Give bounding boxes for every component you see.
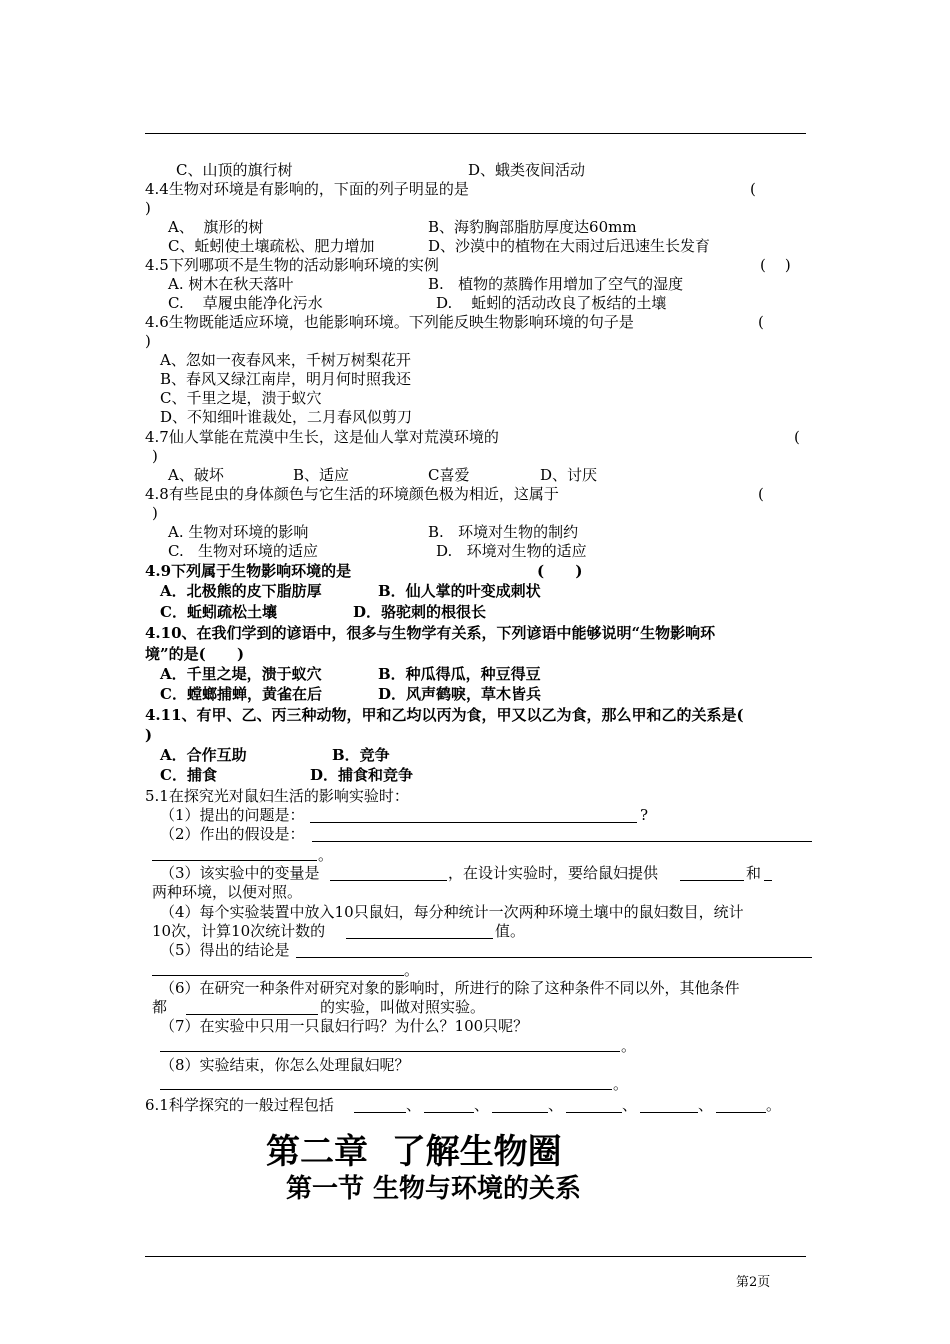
- sub-question-7: （7）在实验中只用一只鼠妇行吗？为什么？100只呢？: [160, 1017, 529, 1035]
- answer-paren: ( ): [537, 562, 583, 580]
- option-d: D、讨厌: [540, 466, 598, 484]
- question-4-8: 4.8有些昆虫的身体颜色与它生活的环境颜色极为相近，这属于: [145, 485, 559, 503]
- answer-blank[interactable]: [566, 1112, 622, 1113]
- answer-paren-close: ): [145, 199, 151, 217]
- option-c: C．蚯蚓疏松土壤: [160, 603, 277, 621]
- answer-paren: ( ): [760, 256, 791, 274]
- answer-blank[interactable]: [764, 880, 772, 881]
- period: 。: [318, 846, 334, 864]
- option-c: C、蚯蚓使土壤疏松、肥力增加: [168, 237, 375, 255]
- period: 。: [621, 1037, 637, 1055]
- question-4-5: 4.5下列哪项不是生物的活动影响环境的实例: [145, 256, 439, 274]
- answer-blank[interactable]: [330, 880, 447, 881]
- option-b: B．仙人掌的叶变成刺状: [378, 582, 541, 600]
- answer-blank[interactable]: [312, 841, 812, 842]
- option-a: A、忽如一夜春风来，千树万树梨花开: [160, 351, 411, 369]
- separator: 、: [548, 1096, 564, 1114]
- question-4-11-cont: ): [145, 726, 153, 744]
- answer-blank[interactable]: [680, 880, 744, 881]
- option-d: D、沙漠中的植物在大雨过后迅速生长发育: [428, 237, 711, 255]
- option-c: C. 草履虫能净化污水: [168, 294, 323, 312]
- answer-blank[interactable]: [152, 860, 317, 861]
- option-c: C．捕食: [160, 766, 217, 784]
- answer-paren-close: ): [145, 332, 151, 350]
- sub-question-3-mid: ，在设计实验时，要给鼠妇提供: [448, 864, 659, 882]
- answer-blank[interactable]: [160, 1051, 620, 1052]
- option-c: C、山顶的旗行树: [176, 161, 293, 179]
- option-c: C喜爱: [428, 466, 470, 484]
- period: 。: [404, 961, 420, 979]
- option-b: B．竞争: [332, 746, 390, 764]
- option-c: C. 生物对环境的适应: [168, 542, 319, 560]
- question-6-1: 6.1科学探究的一般过程包括: [145, 1096, 334, 1114]
- option-d: D．骆驼刺的根很长: [353, 603, 487, 621]
- option-b: B. 环境对生物的制约: [428, 523, 579, 541]
- sub-question-3-cont: 两种环境，以便对照。: [152, 883, 303, 901]
- answer-blank[interactable]: [160, 1089, 612, 1090]
- sub-question-4-cont: 10次，计算10次统计数的: [152, 922, 326, 940]
- question-4-9: 4.9下列属于生物影响环境的是: [145, 562, 352, 580]
- sub-question-6: （6）在研究一种条件对研究对象的影响时，所进行的除了这种条件不同以外，其他条件: [160, 979, 740, 997]
- answer-blank[interactable]: [716, 1112, 766, 1113]
- sub-question-5: （5）得出的结论是: [160, 941, 290, 959]
- answer-blank[interactable]: [310, 822, 637, 823]
- answer-blank[interactable]: [424, 1112, 474, 1113]
- separator: 、: [698, 1096, 714, 1114]
- answer-paren-open: (: [758, 313, 764, 331]
- answer-paren-open: (: [794, 428, 800, 446]
- footer-rule: [145, 1256, 806, 1257]
- separator: 、: [474, 1096, 490, 1114]
- option-d: D．风声鹤唳，草木皆兵: [378, 685, 542, 703]
- question-4-11: 4.11、有甲、乙、丙三种动物，甲和乙均以丙为食，甲又以乙为食，那么甲和乙的关系是(: [145, 706, 744, 724]
- chapter-title: 第二章 了解生物圈: [266, 1132, 562, 1172]
- answer-paren-open: (: [758, 485, 764, 503]
- option-b: B、春风又绿江南岸，明月何时照我还: [160, 370, 412, 388]
- option-d: D. 蚯蚓的活动改良了板结的土壤: [436, 294, 667, 312]
- answer-paren-close: ): [152, 447, 158, 465]
- sub-question-6-cont: 都: [152, 998, 168, 1016]
- option-a: A. 树木在秋天落叶: [168, 275, 294, 293]
- page-number: 第2页: [736, 1275, 771, 1290]
- period: 。: [613, 1075, 629, 1093]
- option-b: B、海豹胸部脂肪厚度达60mm: [428, 218, 637, 236]
- option-d: D．捕食和竞争: [310, 766, 414, 784]
- option-a: A．合作互助: [160, 746, 247, 764]
- answer-blank[interactable]: [354, 1112, 406, 1113]
- option-a: A．北极熊的皮下脂肪厚: [160, 582, 322, 600]
- option-d: D、蛾类夜间活动: [468, 161, 586, 179]
- answer-blank[interactable]: [492, 1112, 548, 1113]
- sub-question-3-and: 和: [746, 864, 762, 882]
- answer-paren-open: (: [750, 180, 756, 198]
- answer-blank[interactable]: [152, 975, 404, 976]
- question-5-1: 5.1在探究光对鼠妇生活的影响实验时：: [145, 787, 409, 805]
- question-4-7: 4.7仙人掌能在荒漠中生长，这是仙人掌对荒漠环境的: [145, 428, 499, 446]
- sub-question-6-end: 的实验，叫做对照实验。: [320, 998, 486, 1016]
- header-rule: [145, 133, 806, 134]
- answer-blank[interactable]: [346, 938, 493, 939]
- answer-paren-close: ): [152, 504, 158, 522]
- question-4-4: 4.4生物对环境是有影响的，下面的列子明显的是: [145, 180, 469, 198]
- separator: 、: [622, 1096, 638, 1114]
- sub-question-1: （1）提出的问题是：: [160, 806, 305, 824]
- answer-blank[interactable]: [186, 1014, 318, 1015]
- separator: 、: [406, 1096, 422, 1114]
- option-c: C．螳螂捕蝉，黄雀在后: [160, 685, 322, 703]
- option-a: A．千里之堤，溃于蚁穴: [160, 665, 322, 683]
- answer-blank[interactable]: [296, 957, 812, 958]
- option-d: D、不知细叶谁裁处，二月春风似剪刀: [160, 408, 413, 426]
- sub-question-8: （8）实验结束，你怎么处理鼠妇呢？: [160, 1056, 410, 1074]
- section-title: 第一节 生物与环境的关系: [286, 1174, 582, 1204]
- question-4-10: 4.10、在我们学到的谚语中，很多与生物学有关系，下列谚语中能够说明“生物影响环: [145, 624, 716, 642]
- sub-question-2: （2）作出的假设是：: [160, 825, 305, 843]
- option-b: B、适应: [293, 466, 350, 484]
- question-4-10-cont: 境”的是( ): [145, 645, 245, 663]
- answer-blank[interactable]: [640, 1112, 698, 1113]
- option-a: A. 生物对环境的影响: [168, 523, 309, 541]
- period: 。: [766, 1096, 782, 1114]
- option-c: C、千里之堤，溃于蚁穴: [160, 389, 322, 407]
- option-d: D. 环境对生物的适应: [436, 542, 587, 560]
- option-b: B. 植物的蒸腾作用增加了空气的湿度: [428, 275, 684, 293]
- sub-question-3: （3）该实验中的变量是: [160, 864, 320, 882]
- sub-question-4: （4）每个实验装置中放入10只鼠妇，每分种统计一次两种环境土壤中的鼠妇数目，统计: [160, 903, 744, 921]
- option-a: A、破坏: [168, 466, 224, 484]
- option-a: A、 旗形的树: [168, 218, 264, 236]
- sub-question-4-end: 值。: [495, 922, 526, 940]
- option-b: B．种瓜得瓜，种豆得豆: [378, 665, 541, 683]
- question-mark: ?: [640, 806, 649, 824]
- question-4-6: 4.6生物既能适应环境，也能影响环境。下列能反映生物影响环境的句子是: [145, 313, 634, 331]
